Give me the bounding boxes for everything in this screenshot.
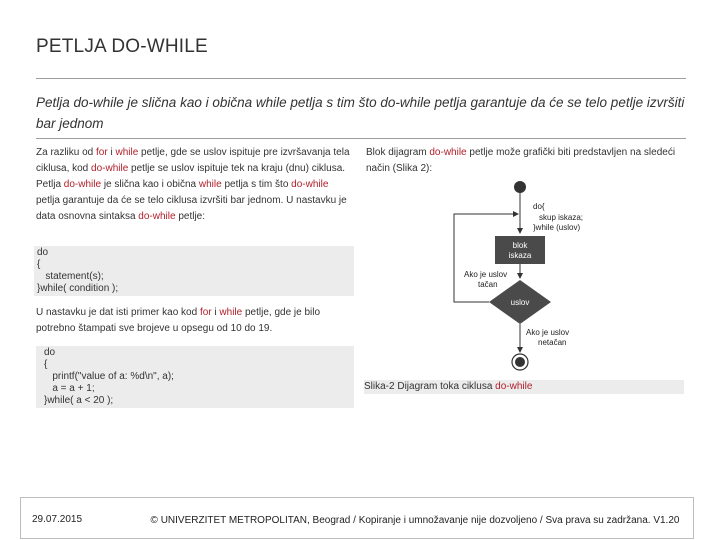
subtitle: Petlja do-while je slična kao i obična while petlja s tim što do-while petlja garantuje da će se telo petlje izvršiti bar jednom xyxy=(36,95,685,131)
code-note-line-3: }while (uslov) xyxy=(533,223,581,232)
footer-copyright: © UNIVERZITET METROPOLITAN, Beograd / Kopiranje i umnožavanje nije dozvoljeno / Sva prava su zadržana. V1.20 xyxy=(150,515,680,526)
start-node xyxy=(514,181,526,193)
figure-caption: Slika-2 Dijagram toka ciklusa do-while xyxy=(364,380,684,394)
left-paragraph: Za razliku od for i while petlje, gde se uslov ispituje pre izvršavanja tela ciklusa, kod do-while petlje se uslov ispituje tek na kraju (dnu) ciklusa. Petlja do-while je slična kao i obična while petlja s tim što do-while petlja garantuje da će se telo ciklusa izvršiti bar jednom. U nastavku je data osnovna sintaksa do-while petlje: xyxy=(36,147,350,222)
false-label-1: Ako je uslov xyxy=(526,328,570,337)
example-code-block: do { printf("value of a: %d\n", a); a = a + 1; }while( a < 20 ); xyxy=(36,346,354,408)
title-divider xyxy=(36,78,686,79)
keyword-for: for xyxy=(96,147,108,158)
keyword-while: while xyxy=(219,307,243,318)
syntax-code-block: do { statement(s); }while( condition ); xyxy=(34,246,354,296)
keyword-do-while: do-while xyxy=(429,147,467,158)
true-label-1: Ako je uslov xyxy=(464,270,508,279)
condition-label: uslov xyxy=(510,298,530,307)
end-node-inner xyxy=(515,357,525,367)
block-label-1: blok xyxy=(512,241,528,250)
example-paragraph: U nastavku je dat isti primer kao kod for i while petlje, gde je bilo potrebno štampati sve brojeve u opsegu od 10 do 19. xyxy=(36,307,321,334)
code-note-line-1: do{ xyxy=(533,202,545,211)
keyword-do-while: do-while xyxy=(138,211,176,222)
keyword-do-while: do-while xyxy=(291,179,329,190)
keyword-while: while xyxy=(198,179,222,190)
block-label-2: iskaza xyxy=(508,251,532,260)
subtitle-divider xyxy=(36,138,686,139)
code-note xyxy=(533,202,585,232)
do-while-flow-diagram xyxy=(440,176,610,376)
right-paragraph: Blok dijagram do-while petlje može grafički biti predstavljen na sledeći način (Slika 2): xyxy=(366,147,676,174)
code-note-line-2: skup iskaza; xyxy=(539,213,584,222)
keyword-do-while: do-while xyxy=(495,381,533,392)
false-label-2: netačan xyxy=(538,338,567,347)
keyword-do-while: do-while xyxy=(91,163,129,174)
true-label-2: tačan xyxy=(478,280,498,289)
keyword-while: while xyxy=(115,147,139,158)
footer-date: 29.07.2015 xyxy=(32,514,83,525)
keyword-do-while: do-while xyxy=(63,179,102,190)
page-title: PETLJA DO-WHILE xyxy=(36,36,208,57)
keyword-for: for xyxy=(199,307,212,318)
